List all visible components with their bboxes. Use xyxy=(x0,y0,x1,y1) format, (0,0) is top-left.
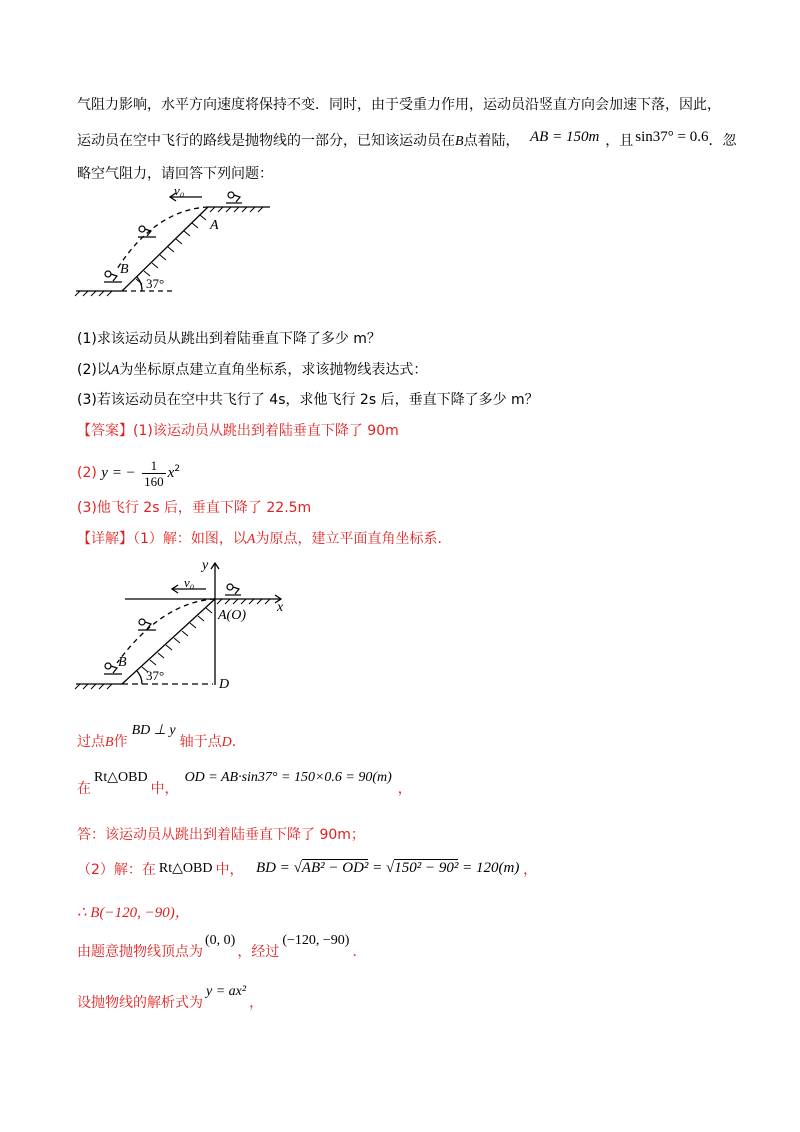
v0-label: v₀ xyxy=(174,185,185,198)
solution-line-4 xyxy=(77,860,537,881)
y-axis-label: y xyxy=(202,558,209,573)
solution-line-3: 答：该运动员从跳出到着陆垂直下降了 90m； xyxy=(77,827,365,843)
point-B-label: B xyxy=(120,262,129,277)
numerator: 1 xyxy=(142,458,166,474)
question-text: 为坐标原点建立直角坐标系，求该抛物线表达式： xyxy=(119,362,428,378)
sol-text: ， xyxy=(249,995,264,1011)
angle-label: 37° xyxy=(146,668,165,683)
var-A: A xyxy=(110,363,120,378)
denominator: 160 xyxy=(144,473,164,489)
answer-label: (2) xyxy=(77,465,97,481)
answer-text: (1)该运动员从跳出到着陆垂直下降了 90m xyxy=(133,423,399,439)
trajectory-curve xyxy=(117,599,215,663)
intro-text: ．忽 xyxy=(708,133,737,149)
slope-line xyxy=(122,599,215,684)
math-triangle: Rt△OBD xyxy=(158,861,213,876)
trajectory-curve xyxy=(117,207,208,269)
fraction xyxy=(142,458,166,489)
sol-text: 中， xyxy=(215,862,244,878)
solution-line-7 xyxy=(77,984,264,1014)
solution-line-5: ∴ B(−120, −90)， xyxy=(77,905,190,921)
detail-intro xyxy=(77,529,451,550)
math-bd: BD = √AB² − OD² = √150² − 90² = 120(m) xyxy=(255,860,520,876)
math-ab: AB = 150m xyxy=(530,129,600,145)
sol-text: 中， xyxy=(150,781,179,797)
var-B: B xyxy=(455,134,464,149)
sol-text: 轴于点 xyxy=(179,734,222,750)
detail-text: 为原点，建立平面直角坐标系． xyxy=(255,531,452,547)
radicand-1: AB² − OD² xyxy=(301,860,369,876)
angle-label: 37° xyxy=(146,276,165,291)
var-A: A xyxy=(246,532,256,547)
intro-text: ，且 xyxy=(605,133,634,149)
sol-text: 设抛物线的解析式为 xyxy=(77,995,203,1011)
solution-line-1 xyxy=(77,723,246,753)
ski-jump-figure-1 xyxy=(70,185,290,300)
intro-text: 点着陆， xyxy=(463,133,520,149)
math-od: OD = AB·sin37° = 150×0.6 = 90(m) xyxy=(184,770,392,785)
question-3: (3)若该运动员在空中共飞行了 4s，求他飞行 2s 后，垂直下降了多少 m？ xyxy=(77,392,539,408)
sol-text: ． xyxy=(231,734,246,750)
answer-3: (3)他飞行 2s 后，垂直下降了 22.5m xyxy=(77,500,312,516)
detail-text: （1）解：如图，以 xyxy=(133,531,247,547)
var-x: x xyxy=(167,465,175,481)
point-A-label: A xyxy=(210,218,219,233)
sol-text: ， xyxy=(397,781,412,797)
exponent: 2 xyxy=(174,464,181,474)
answer-tag: 【答案】 xyxy=(77,423,133,439)
ski-jump-figure-2 xyxy=(70,555,300,695)
sol-text: ，经过 xyxy=(237,944,280,960)
question-1: (1)求该运动员从跳出到着陆垂直下降了多少 m？ xyxy=(77,331,381,347)
answer-lhs: y = − xyxy=(101,465,136,481)
intro-line-2 xyxy=(77,131,737,152)
math-point-1: (0, 0) xyxy=(205,933,236,948)
point-B-label: B xyxy=(118,655,127,670)
sol-text: （2）解：在 xyxy=(77,862,156,878)
intro-line-3: 略空气阻力，请回答下列问题： xyxy=(77,166,273,182)
sol-text: ． xyxy=(352,944,367,960)
var-D: D xyxy=(221,735,232,750)
answer-2 xyxy=(77,451,180,491)
question-text: (2)以 xyxy=(77,362,111,378)
intro-text: 运动员在空中飞行的路线是抛物线的一部分，已知该运动员在 xyxy=(77,133,455,149)
detail-tag: 【详解】 xyxy=(77,531,133,547)
math-perp: BD ⊥ y xyxy=(131,723,176,738)
solution-line-6 xyxy=(77,933,367,963)
solution-line-2 xyxy=(77,770,412,800)
sol-text: 作 xyxy=(113,734,128,750)
sol-text: ， xyxy=(523,862,538,878)
v0-label: v₀ xyxy=(184,575,195,590)
var-B: B xyxy=(105,735,114,750)
hatching xyxy=(75,207,263,296)
math-parabola: y = ax² xyxy=(206,984,247,999)
x-axis-label: x xyxy=(277,600,284,615)
math-part: = xyxy=(368,860,387,876)
math-triangle: Rt△OBD xyxy=(94,770,148,785)
point-AO-label: A(O) xyxy=(218,608,246,623)
sol-text: 在 xyxy=(77,781,91,797)
sol-text: 过点 xyxy=(77,734,105,750)
sol-text: 由题意抛物线顶点为 xyxy=(77,944,203,960)
math-part: = 120(m) xyxy=(458,860,520,876)
math-sin: sin37° = 0.6 xyxy=(635,129,709,145)
question-2 xyxy=(77,360,427,381)
math-part: BD = xyxy=(255,860,294,876)
radicand-2: 150² − 90² xyxy=(394,860,459,876)
angle-arc xyxy=(137,671,142,684)
point-D-label: D xyxy=(219,677,230,692)
answer-1 xyxy=(77,421,399,441)
intro-line-1: 气阻力影响，水平方向速度将保持不变．同时，由于受重力作用，运动员沿竖直方向会加速下落，因此， xyxy=(77,97,721,113)
math-point-2: (−120, −90) xyxy=(282,933,350,948)
